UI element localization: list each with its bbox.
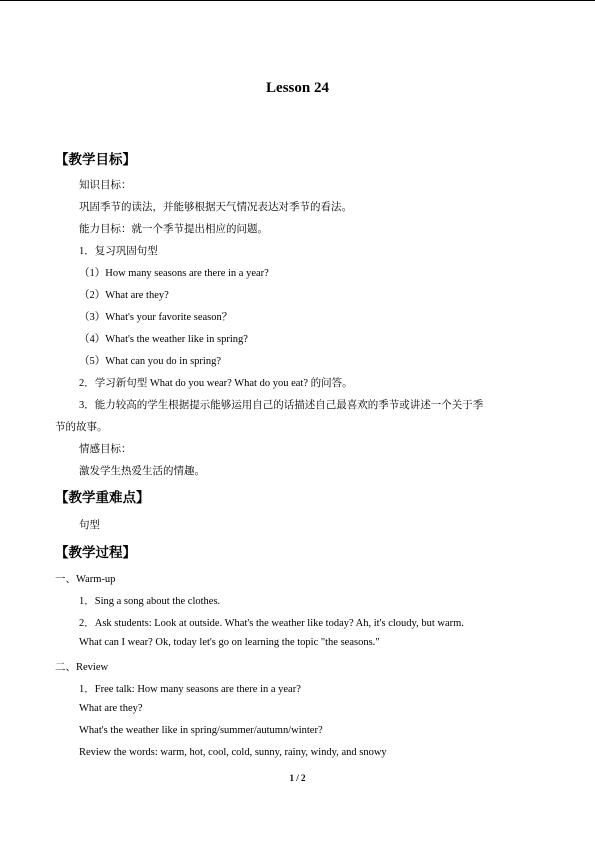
text-line: What can I wear? Ok, today let's go on learning the topic "the seasons."	[79, 637, 380, 648]
text-line: （3）What's your favorite season？	[79, 312, 233, 323]
text-line: What's the weather like in spring/summer/autumn/winter?	[79, 725, 323, 736]
text-line: Review the words: warm, hot, cool, cold, sunny, rainy, windy, and snowy	[79, 747, 387, 758]
top-border-line	[0, 0, 595, 1]
text-line: 激发学生热爱生活的情趣。	[79, 466, 205, 477]
text-line: 情感目标：	[79, 444, 132, 455]
text-line: 节的故事。	[55, 422, 108, 433]
text-line: （1）How many seasons are there in a year?	[79, 268, 269, 279]
text-line: 知识目标：	[79, 180, 132, 191]
section-heading-difficulties: 【教学重难点】	[55, 490, 150, 505]
section-heading-process: 【教学过程】	[55, 545, 136, 560]
text-line: 2．Ask students: Look at outside. What's the weather like today? Ah, it's cloudy, but warm.	[79, 618, 464, 629]
text-line: 3．能力较高的学生根据提示能够运用自己的话描述自己最喜欢的季节或讲述一个关于季	[79, 400, 484, 411]
text-line: （5）What can you do in spring?	[79, 356, 222, 367]
text-line: （4）What's the weather like in spring?	[79, 334, 248, 345]
text-line: 二、Review	[55, 662, 109, 673]
text-line: 1．Sing a song about the clothes.	[79, 596, 221, 607]
text-line: 2．学习新句型 What do you wear? What do you eat? 的问答。	[79, 378, 353, 389]
text-line: 巩固季节的读法，并能够根据天气情况表达对季节的看法。	[79, 202, 352, 213]
text-line: 一、Warm-up	[55, 574, 116, 585]
page-number: 1 / 2	[289, 773, 306, 783]
text-line: 1．复习巩固句型	[79, 246, 158, 257]
text-line: 句型	[79, 520, 100, 531]
section-heading-goals: 【教学目标】	[55, 152, 136, 167]
text-line: 1．Free talk: How many seasons are there in a year?	[79, 684, 301, 695]
text-line: What are they?	[79, 703, 143, 714]
text-line: 能力目标：就一个季节提出相应的问题。	[79, 224, 268, 235]
text-line: （2）What are they?	[79, 290, 169, 301]
page-title: Lesson 24	[266, 80, 329, 96]
